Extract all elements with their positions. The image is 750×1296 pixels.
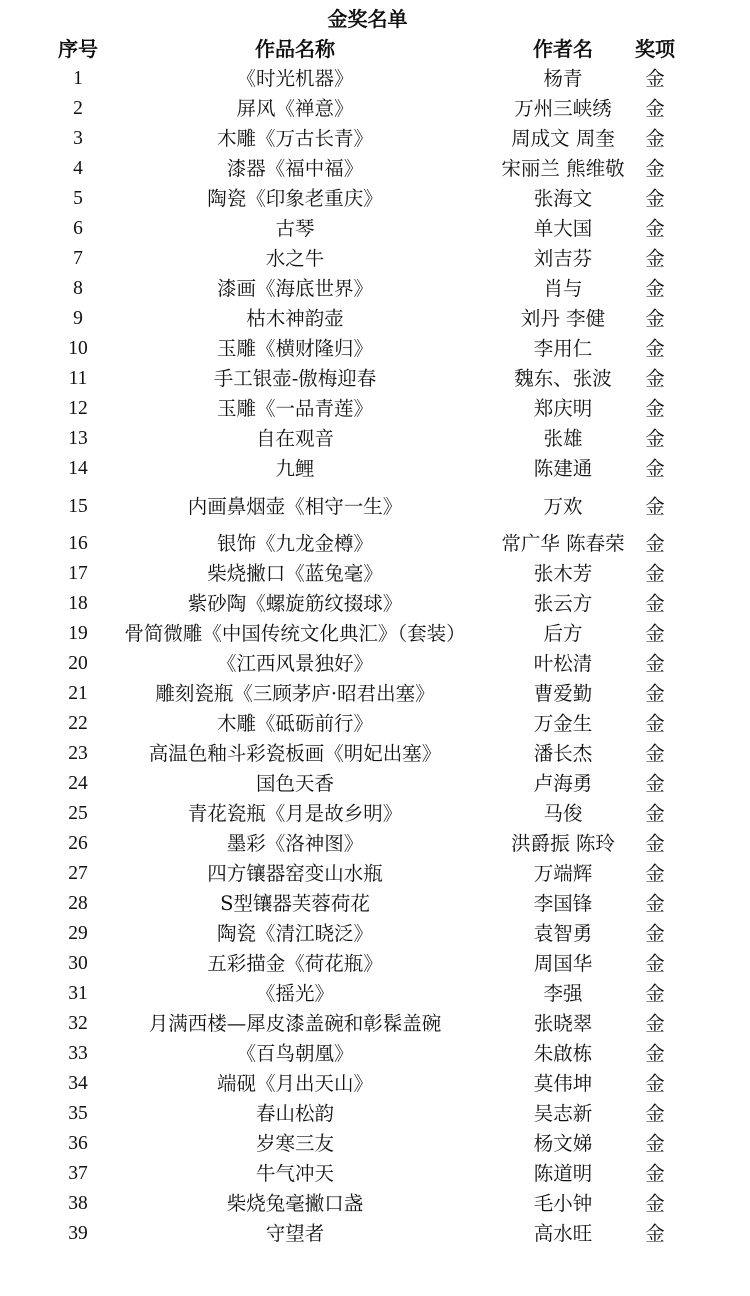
row-number: 9 <box>73 308 83 329</box>
row-award: 金 <box>645 1222 665 1245</box>
row-work-name: 漆器《福中福》 <box>226 157 364 180</box>
row-award: 金 <box>645 622 665 645</box>
row-work-name: 内画鼻烟壶《相守一生》 <box>187 495 403 518</box>
table-row <box>0 589 735 619</box>
row-work-name: 雕刻瓷瓶《三顾茅庐·昭君出塞》 <box>155 682 435 705</box>
row-author: 刘丹 李健 <box>520 307 606 330</box>
row-award: 金 <box>645 277 665 300</box>
table-row <box>0 334 735 364</box>
row-number: 3 <box>73 128 83 149</box>
row-work-name: 陶瓷《清江晓泛》 <box>216 922 373 945</box>
table-row <box>0 1009 735 1039</box>
table-row <box>0 769 735 799</box>
table-header <box>0 34 735 64</box>
row-number: 25 <box>68 803 88 824</box>
row-work-name: 五彩描金《荷花瓶》 <box>207 952 383 975</box>
row-author: 张木芳 <box>533 562 593 585</box>
row-author: 马俊 <box>543 802 583 825</box>
row-number: 33 <box>68 1043 88 1064</box>
table-row <box>0 274 735 304</box>
row-number: 22 <box>68 713 88 734</box>
row-number: 38 <box>68 1193 88 1214</box>
row-award: 金 <box>645 712 665 735</box>
row-work-name: 自在观音 <box>255 427 334 450</box>
row-number: 5 <box>73 188 83 209</box>
row-award: 金 <box>645 772 665 795</box>
table-row <box>0 739 735 769</box>
row-award: 金 <box>645 67 665 90</box>
row-author: 卢海勇 <box>533 772 593 795</box>
row-author: 李国锋 <box>533 892 593 915</box>
row-number: 11 <box>68 368 88 389</box>
row-award: 金 <box>645 802 665 825</box>
row-author: 高水旺 <box>533 1222 593 1245</box>
table-row <box>0 94 735 124</box>
row-number: 13 <box>68 428 88 449</box>
row-award: 金 <box>645 652 665 675</box>
row-number: 17 <box>68 563 88 584</box>
table-row <box>0 859 735 889</box>
row-work-name: 柴烧撇口《蓝兔毫》 <box>207 562 383 585</box>
row-work-name: 陶瓷《印象老重庆》 <box>207 187 383 210</box>
row-number: 34 <box>68 1073 88 1094</box>
row-award: 金 <box>645 742 665 765</box>
row-number: 14 <box>68 458 88 479</box>
row-number: 12 <box>68 398 88 419</box>
row-award: 金 <box>645 97 665 120</box>
row-number: 7 <box>73 248 83 269</box>
row-number: 32 <box>68 1013 88 1034</box>
row-author: 莫伟坤 <box>533 1072 593 1095</box>
row-author: 叶松清 <box>533 652 593 675</box>
table-row <box>0 709 735 739</box>
table-row <box>0 1069 735 1099</box>
row-author: 杨文娣 <box>533 1132 593 1155</box>
row-number: 29 <box>68 923 88 944</box>
row-author: 周国华 <box>533 952 593 975</box>
row-award: 金 <box>645 337 665 360</box>
row-author: 郑庆明 <box>533 397 593 420</box>
row-number: 6 <box>73 218 83 239</box>
row-award: 金 <box>645 862 665 885</box>
row-work-name: 春山松韵 <box>255 1102 334 1125</box>
header-award: 奖项 <box>635 37 675 61</box>
row-award: 金 <box>645 982 665 1005</box>
row-author: 李用仁 <box>533 337 593 360</box>
row-work-name: 端砚《月出天山》 <box>216 1072 373 1095</box>
row-number: 19 <box>68 623 88 644</box>
table-row <box>0 559 735 589</box>
row-number: 1 <box>73 68 83 89</box>
row-award: 金 <box>645 427 665 450</box>
table-row <box>0 619 735 649</box>
table-row <box>0 979 735 1009</box>
table-row <box>0 454 735 484</box>
row-author: 张海文 <box>533 187 593 210</box>
row-work-name: 玉雕《一品青莲》 <box>216 397 373 420</box>
row-number: 39 <box>68 1223 88 1244</box>
row-work-name: 青花瓷瓶《月是故乡明》 <box>187 802 403 825</box>
row-author: 单大国 <box>533 217 593 240</box>
row-work-name: 九鲤 <box>275 457 315 480</box>
row-award: 金 <box>645 532 665 555</box>
table-row <box>0 1129 735 1159</box>
row-author: 曹爱勤 <box>533 682 593 705</box>
row-work-name: 玉雕《横财隆归》 <box>216 337 373 360</box>
row-number: 30 <box>68 953 88 974</box>
row-award: 金 <box>645 457 665 480</box>
row-author: 宋丽兰 熊维敬 <box>501 157 625 180</box>
row-work-name: 四方镶器窑变山水瓶 <box>207 862 383 885</box>
row-author: 毛小钟 <box>533 1192 593 1215</box>
row-award: 金 <box>645 367 665 390</box>
header-work-name: 作品名称 <box>255 37 335 61</box>
table-row <box>0 64 735 94</box>
row-award: 金 <box>645 307 665 330</box>
row-author: 潘长杰 <box>533 742 593 765</box>
row-award: 金 <box>645 922 665 945</box>
row-number: 15 <box>68 496 88 517</box>
row-award: 金 <box>645 1072 665 1095</box>
row-author: 陈建通 <box>533 457 593 480</box>
row-work-name: 屏风《禅意》 <box>236 97 354 120</box>
row-award: 金 <box>645 1132 665 1155</box>
row-author: 常广华 陈春荣 <box>501 532 625 555</box>
row-number: 21 <box>68 683 88 704</box>
row-award: 金 <box>645 892 665 915</box>
row-award: 金 <box>645 952 665 975</box>
row-award: 金 <box>645 562 665 585</box>
row-award: 金 <box>645 495 665 518</box>
row-number: 28 <box>68 893 88 914</box>
row-award: 金 <box>645 397 665 420</box>
row-award: 金 <box>645 127 665 150</box>
row-work-name: 木雕《砥砺前行》 <box>216 712 373 735</box>
row-author: 朱啟栋 <box>533 1042 593 1065</box>
table-row <box>0 949 735 979</box>
row-work-name: 墨彩《洛神图》 <box>226 832 364 855</box>
row-number: 35 <box>68 1103 88 1124</box>
table-row <box>0 484 735 529</box>
row-author: 陈道明 <box>533 1162 593 1185</box>
table-row <box>0 214 735 244</box>
row-award: 金 <box>645 157 665 180</box>
row-work-name: 水之牛 <box>265 247 325 270</box>
table-row <box>0 244 735 274</box>
table-row <box>0 889 735 919</box>
row-number: 37 <box>68 1163 88 1184</box>
row-work-name: 岁寒三友 <box>255 1132 334 1155</box>
row-author: 张云方 <box>533 592 593 615</box>
row-number: 31 <box>68 983 88 1004</box>
row-award: 金 <box>645 187 665 210</box>
row-author: 张晓翠 <box>533 1012 593 1035</box>
table-row <box>0 424 735 454</box>
row-author: 肖与 <box>543 277 583 300</box>
row-work-name: 古琴 <box>275 217 315 240</box>
row-award: 金 <box>645 592 665 615</box>
row-award: 金 <box>645 1042 665 1065</box>
table-row <box>0 364 735 394</box>
row-work-name: 高温色釉斗彩瓷板画《明妃出塞》 <box>148 742 442 765</box>
row-author: 杨青 <box>543 67 583 90</box>
row-work-name: 紫砂陶《螺旋筋纹掇球》 <box>187 592 403 615</box>
row-number: 26 <box>68 833 88 854</box>
row-author: 后方 <box>543 622 583 645</box>
row-author: 万端辉 <box>533 862 593 885</box>
table-row <box>0 1189 735 1219</box>
row-work-name: 枯木神韵壶 <box>246 307 344 330</box>
row-work-name: 柴烧兔毫撇口盏 <box>226 1192 364 1215</box>
row-author: 万金生 <box>533 712 593 735</box>
row-work-name: 《江西风景独好》 <box>216 652 373 675</box>
table-row <box>0 679 735 709</box>
row-award: 金 <box>645 247 665 270</box>
row-work-name: 银饰《九龙金樽》 <box>216 532 373 555</box>
row-award: 金 <box>645 832 665 855</box>
row-work-name: 守望者 <box>265 1222 325 1245</box>
row-award: 金 <box>645 1012 665 1035</box>
table-row <box>0 304 735 334</box>
table-row <box>0 394 735 424</box>
row-author: 周成文 周奎 <box>511 127 615 150</box>
row-number: 20 <box>68 653 88 674</box>
row-work-name: 《时光机器》 <box>236 67 354 90</box>
table-row <box>0 649 735 679</box>
header-author: 作者名 <box>533 37 593 61</box>
row-author: 万欢 <box>543 495 583 518</box>
table-row <box>0 529 735 559</box>
row-author: 袁智勇 <box>533 922 593 945</box>
table-row <box>0 124 735 154</box>
row-work-name: 木雕《万古长青》 <box>216 127 373 150</box>
row-author: 吴志新 <box>533 1102 593 1125</box>
row-work-name: 月满西楼—犀皮漆盖碗和彰髹盖碗 <box>148 1012 442 1035</box>
row-work-name: 《摇光》 <box>255 982 334 1005</box>
table-row <box>0 1219 735 1249</box>
header-no: 序号 <box>58 37 98 61</box>
table-row <box>0 919 735 949</box>
row-work-name: 骨简微雕《中国传统文化典汇》（套装） <box>124 622 466 645</box>
row-number: 18 <box>68 593 88 614</box>
row-author: 洪爵振 陈玲 <box>511 832 615 855</box>
table-row <box>0 1099 735 1129</box>
row-number: 2 <box>73 98 83 119</box>
row-award: 金 <box>645 217 665 240</box>
table-row <box>0 154 735 184</box>
row-author: 魏东、张波 <box>514 367 612 390</box>
page-title: 金奖名单 <box>327 7 408 31</box>
row-award: 金 <box>645 1192 665 1215</box>
row-work-name: 牛气冲天 <box>255 1162 334 1185</box>
row-award: 金 <box>645 682 665 705</box>
row-work-name: 《百鸟朝凰》 <box>236 1042 354 1065</box>
row-author: 张雄 <box>543 427 583 450</box>
row-number: 4 <box>73 158 83 179</box>
table-row <box>0 799 735 829</box>
row-number: 10 <box>68 338 88 359</box>
row-award: 金 <box>645 1102 665 1125</box>
row-work-name: 国色天香 <box>255 772 334 795</box>
row-author: 李强 <box>543 982 583 1005</box>
table-row <box>0 829 735 859</box>
row-work-name: S型镶器芙蓉荷花 <box>220 892 370 915</box>
row-work-name: 手工银壶-傲梅迎春 <box>213 367 377 390</box>
row-number: 8 <box>73 278 83 299</box>
row-number: 23 <box>68 743 88 764</box>
row-number: 24 <box>68 773 88 794</box>
row-award: 金 <box>645 1162 665 1185</box>
row-number: 27 <box>68 863 88 884</box>
row-number: 36 <box>68 1133 88 1154</box>
table-row <box>0 184 735 214</box>
row-author: 刘吉芬 <box>533 247 593 270</box>
row-number: 16 <box>68 533 88 554</box>
row-author: 万州三峡绣 <box>514 97 612 120</box>
row-work-name: 漆画《海底世界》 <box>216 277 373 300</box>
award-table-body <box>0 64 735 1249</box>
table-row <box>0 1159 735 1189</box>
table-row <box>0 1039 735 1069</box>
